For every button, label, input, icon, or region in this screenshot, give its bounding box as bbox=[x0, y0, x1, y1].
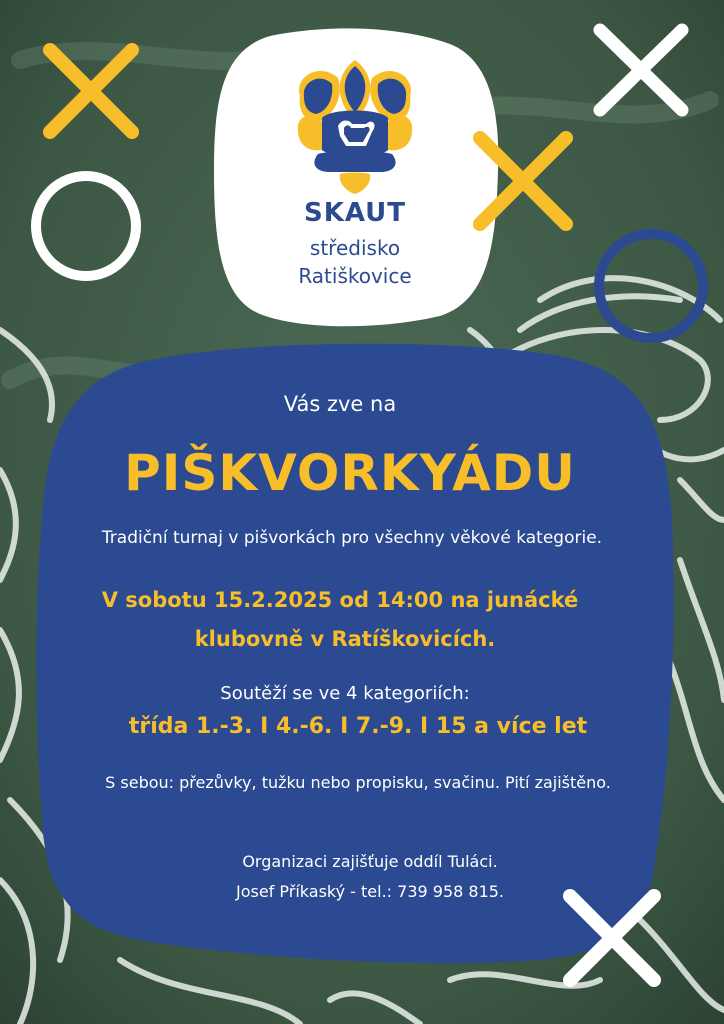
event-when-line1: V sobotu 15.2.2025 od 14:00 na junácké bbox=[101, 588, 579, 612]
contact-line: Josef Příkaský - tel.: 739 958 815. bbox=[235, 882, 505, 901]
categories-list: třída 1.-3. I 4.-6. I 7.-9. I 15 a více let bbox=[128, 714, 588, 739]
event-title: PIŠKVORKYÁDU bbox=[124, 444, 576, 502]
event-subtitle: Tradiční turnaj v pišvorkách pro všechny věkové kategorie. bbox=[101, 528, 603, 548]
categories-intro: Soutěží se ve 4 kategoriích: bbox=[220, 683, 470, 704]
logo-subtitle: středisko bbox=[309, 236, 401, 260]
logo-place: Ratiškovice bbox=[298, 264, 412, 288]
logo-brand: SKAUT bbox=[303, 198, 407, 228]
what-to-bring: S sebou: přezůvky, tužku nebo propisku, svačinu. Pití zajištěno. bbox=[105, 773, 611, 792]
event-when-line2: klubovně v Ratíškovicích. bbox=[194, 627, 496, 651]
invite-intro: Vás zve na bbox=[283, 392, 397, 416]
organizer-line: Organizaci zajišťuje oddíl Tuláci. bbox=[242, 852, 498, 871]
